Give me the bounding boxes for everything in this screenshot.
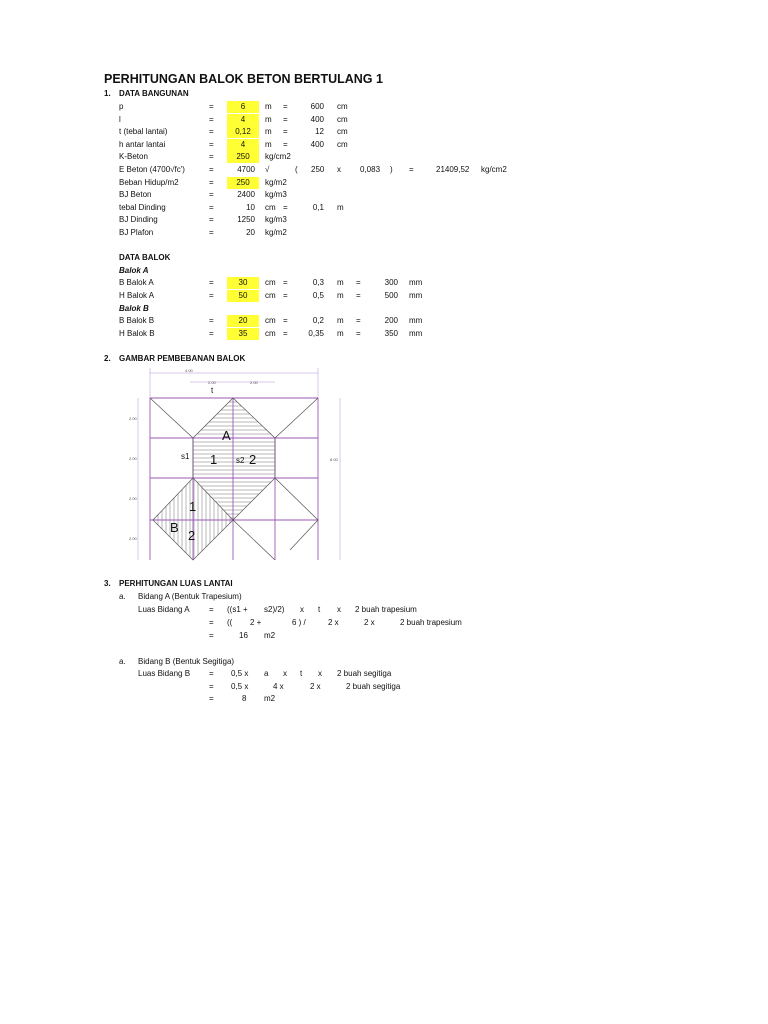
label-b: B — [170, 520, 179, 535]
converted-unit: cm — [337, 114, 348, 124]
label-a: A — [222, 428, 231, 443]
section-number: 3. — [104, 579, 111, 588]
input-value-highlight: 6 — [227, 101, 259, 113]
equals-sign: = — [209, 165, 214, 174]
formula-term: = — [209, 694, 214, 703]
input-value-highlight: 4 — [227, 114, 259, 126]
converted-value: 600 — [310, 102, 324, 111]
formula-term: 16 — [239, 631, 248, 640]
row-label: BJ Dinding — [119, 215, 158, 225]
calc-result: 21409,52 — [436, 165, 470, 174]
equals-sign: = — [209, 278, 214, 287]
input-value-highlight: 250 — [227, 177, 259, 189]
formula-term: t — [300, 669, 303, 678]
equals-sign: = — [356, 329, 361, 338]
meter-unit: m — [337, 329, 344, 338]
mm-unit: mm — [409, 291, 423, 300]
mm-unit: mm — [409, 278, 423, 287]
balok-b-heading: Balok B — [119, 304, 149, 313]
equals-sign: = — [209, 152, 214, 162]
formula-term: m2 — [264, 631, 276, 640]
row-unit: kg/m3 — [265, 215, 287, 225]
formula-term: 2 x — [328, 618, 339, 627]
row-label: Beban Hidup/m2 — [119, 177, 179, 187]
converted-unit: m — [337, 202, 344, 212]
page-title: PERHITUNGAN BALOK BETON BERTULANG 1 — [104, 72, 383, 86]
row-value: 10 — [246, 202, 255, 212]
row-value: 1250 — [237, 215, 255, 225]
equals-sign: = — [209, 114, 214, 124]
input-value-highlight: 50 — [227, 290, 259, 302]
row-label: p — [119, 102, 124, 111]
dim-label: 2.00 — [129, 456, 137, 461]
equals-sign: = — [283, 202, 288, 212]
formula-term: m2 — [264, 694, 276, 703]
mm-value: 350 — [384, 329, 398, 338]
formula-term: 2 x — [364, 618, 375, 627]
row-unit: m — [265, 127, 272, 137]
equals-sign: = — [409, 165, 414, 174]
formula-term: t — [318, 605, 321, 614]
row-value: 20 — [246, 228, 255, 237]
formula-term: s2)/2) — [264, 605, 285, 614]
formula-term: = — [209, 631, 214, 640]
formula-term: 4 x — [273, 682, 284, 691]
calc-unit: kg/cm2 — [481, 165, 507, 174]
input-value-highlight: 20 — [227, 315, 259, 327]
converted-unit: cm — [337, 139, 348, 149]
equals-sign: = — [209, 202, 214, 212]
formula-term: 2 buah segitiga — [346, 682, 401, 691]
mm-unit: mm — [409, 316, 423, 325]
formula-term: 0,5 x — [231, 669, 249, 678]
row-label: tebal Dinding — [119, 202, 166, 212]
equals-sign: = — [283, 329, 288, 338]
dim-label: 8.00 — [330, 457, 338, 462]
formula-term: x — [337, 605, 341, 614]
section-number: 2. — [104, 354, 111, 363]
row-unit: kg/m2 — [265, 228, 287, 237]
converted-value: 12 — [315, 127, 324, 137]
equals-sign: = — [283, 278, 288, 287]
balok-a-heading: Balok A — [119, 266, 149, 275]
calc-value: 0,083 — [360, 165, 381, 174]
formula-term: 2 + — [250, 618, 262, 627]
input-value-highlight: 250 — [227, 151, 259, 163]
row-value: 2400 — [237, 190, 255, 200]
section-title: DATA BANGUNAN — [119, 89, 189, 98]
meter-value: 0,5 — [312, 291, 324, 300]
equals-sign: = — [209, 329, 214, 338]
pembebanan-drawing — [118, 365, 350, 565]
row-label: l — [119, 114, 121, 124]
row-unit: m — [265, 102, 272, 111]
dim-label: 2.00 — [208, 380, 216, 385]
label-1a: 1 — [210, 452, 218, 467]
mm-value: 300 — [384, 278, 398, 287]
equals-sign: = — [209, 316, 214, 325]
bidang-a-title: Bidang A (Bentuk Trapesium) — [138, 592, 242, 601]
formula-term: x — [318, 669, 322, 678]
section-title: GAMBAR PEMBEBANAN BALOK — [119, 354, 246, 363]
row-label: h antar lantai — [119, 139, 166, 149]
row-unit: kg/m2 — [265, 177, 287, 187]
formula-term: = — [209, 669, 214, 678]
formula-term: x — [283, 669, 287, 678]
row-unit: cm — [265, 329, 276, 338]
input-value-highlight: 4 — [227, 139, 259, 151]
formula-term: 6 ) / — [292, 618, 306, 627]
mm-unit: mm — [409, 329, 423, 338]
formula-term: 2 buah trapesium — [400, 618, 462, 627]
row-label: K-Beton — [119, 152, 148, 162]
row-label: E Beton (4700√fc') — [119, 165, 185, 174]
equals-sign: = — [356, 278, 361, 287]
meter-unit: m — [337, 316, 344, 325]
mm-value: 200 — [384, 316, 398, 325]
section-number: 1. — [104, 89, 111, 98]
row-unit: cm — [265, 202, 276, 212]
calc-operator: x — [337, 165, 341, 174]
label-s2: s2 — [236, 456, 245, 465]
input-value-highlight: 30 — [227, 277, 259, 289]
row-label: B Balok B — [119, 316, 155, 325]
bidang-b-label: Luas Bidang B — [138, 669, 191, 678]
equals-sign: = — [209, 215, 214, 225]
paren: ) — [390, 165, 393, 174]
converted-unit: cm — [337, 127, 348, 137]
row-unit: kg/cm2 — [265, 152, 291, 162]
dim-label: 2.00 — [129, 416, 137, 421]
row-unit: kg/m3 — [265, 190, 287, 200]
equals-sign: = — [209, 190, 214, 200]
bidang-a-letter: a. — [119, 592, 126, 601]
label-t: t — [211, 386, 214, 395]
formula-term: 2 buah segitiga — [337, 669, 392, 678]
equals-sign: = — [283, 102, 288, 111]
row-label: BJ Plafon — [119, 228, 154, 237]
formula-term: 8 — [242, 694, 247, 703]
formula-term: a — [264, 669, 269, 678]
meter-value: 0,2 — [312, 316, 324, 325]
converted-unit: cm — [337, 102, 348, 111]
equals-sign: = — [283, 114, 288, 124]
formula-term: 0,5 x — [231, 682, 249, 691]
equals-sign: = — [283, 127, 288, 137]
paren: ( — [295, 165, 298, 174]
equals-sign: = — [209, 127, 214, 137]
formula-term: = — [209, 618, 214, 627]
converted-value: 0,1 — [312, 202, 324, 212]
formula-term: 2 x — [310, 682, 321, 691]
equals-sign: = — [283, 316, 288, 325]
equals-sign: = — [283, 139, 288, 149]
bidang-b-title: Bidang B (Bentuk Segitiga) — [138, 657, 235, 666]
section-title: PERHITUNGAN LUAS LANTAI — [119, 579, 233, 588]
dim-label: 2.00 — [129, 496, 137, 501]
bidang-b-letter: a. — [119, 657, 126, 666]
row-label: H Balok B — [119, 329, 155, 338]
row-label: B Balok A — [119, 278, 154, 287]
meter-unit: m — [337, 291, 344, 300]
equals-sign: = — [209, 102, 214, 111]
meter-value: 0,35 — [308, 329, 324, 338]
meter-unit: m — [337, 278, 344, 287]
formula-term: (( — [227, 618, 233, 627]
formula-term: = — [209, 682, 214, 691]
formula-term: = — [209, 605, 214, 614]
bidang-a-label: Luas Bidang A — [138, 605, 190, 614]
meter-value: 0,3 — [312, 278, 324, 287]
equals-sign: = — [209, 291, 214, 300]
row-unit: m — [265, 114, 272, 124]
formula-term: ((s1 + — [227, 605, 248, 614]
converted-value: 400 — [310, 114, 324, 124]
equals-sign: = — [209, 228, 214, 237]
equals-sign: = — [209, 139, 214, 149]
label-1b: 1 — [189, 499, 197, 514]
row-value: 4700 — [237, 165, 255, 174]
equals-sign: = — [356, 316, 361, 325]
equals-sign: = — [356, 291, 361, 300]
label-s1: s1 — [181, 452, 190, 461]
equals-sign: = — [283, 291, 288, 300]
row-label: t (tebal lantai) — [119, 127, 168, 137]
label-2b: 2 — [188, 528, 196, 543]
row-unit: m — [265, 139, 272, 149]
data-balok-title: DATA BALOK — [119, 253, 171, 262]
formula-term: x — [300, 605, 304, 614]
dim-label: 2.00 — [250, 380, 258, 385]
calc-value: 250 — [311, 165, 325, 174]
mm-value: 500 — [384, 291, 398, 300]
input-value-highlight: 0,12 — [227, 126, 259, 138]
dim-label: 2.00 — [129, 536, 137, 541]
label-2a: 2 — [249, 452, 257, 467]
row-label: H Balok A — [119, 291, 155, 300]
row-unit: cm — [265, 278, 276, 287]
input-value-highlight: 35 — [227, 328, 259, 340]
row-label: BJ Beton — [119, 190, 152, 200]
row-unit: cm — [265, 291, 276, 300]
row-unit: √ — [265, 165, 270, 174]
dim-label: 4.00 — [185, 368, 193, 373]
equals-sign: = — [209, 177, 214, 187]
row-unit: cm — [265, 316, 276, 325]
converted-value: 400 — [310, 139, 324, 149]
formula-term: 2 buah trapesium — [355, 605, 417, 614]
